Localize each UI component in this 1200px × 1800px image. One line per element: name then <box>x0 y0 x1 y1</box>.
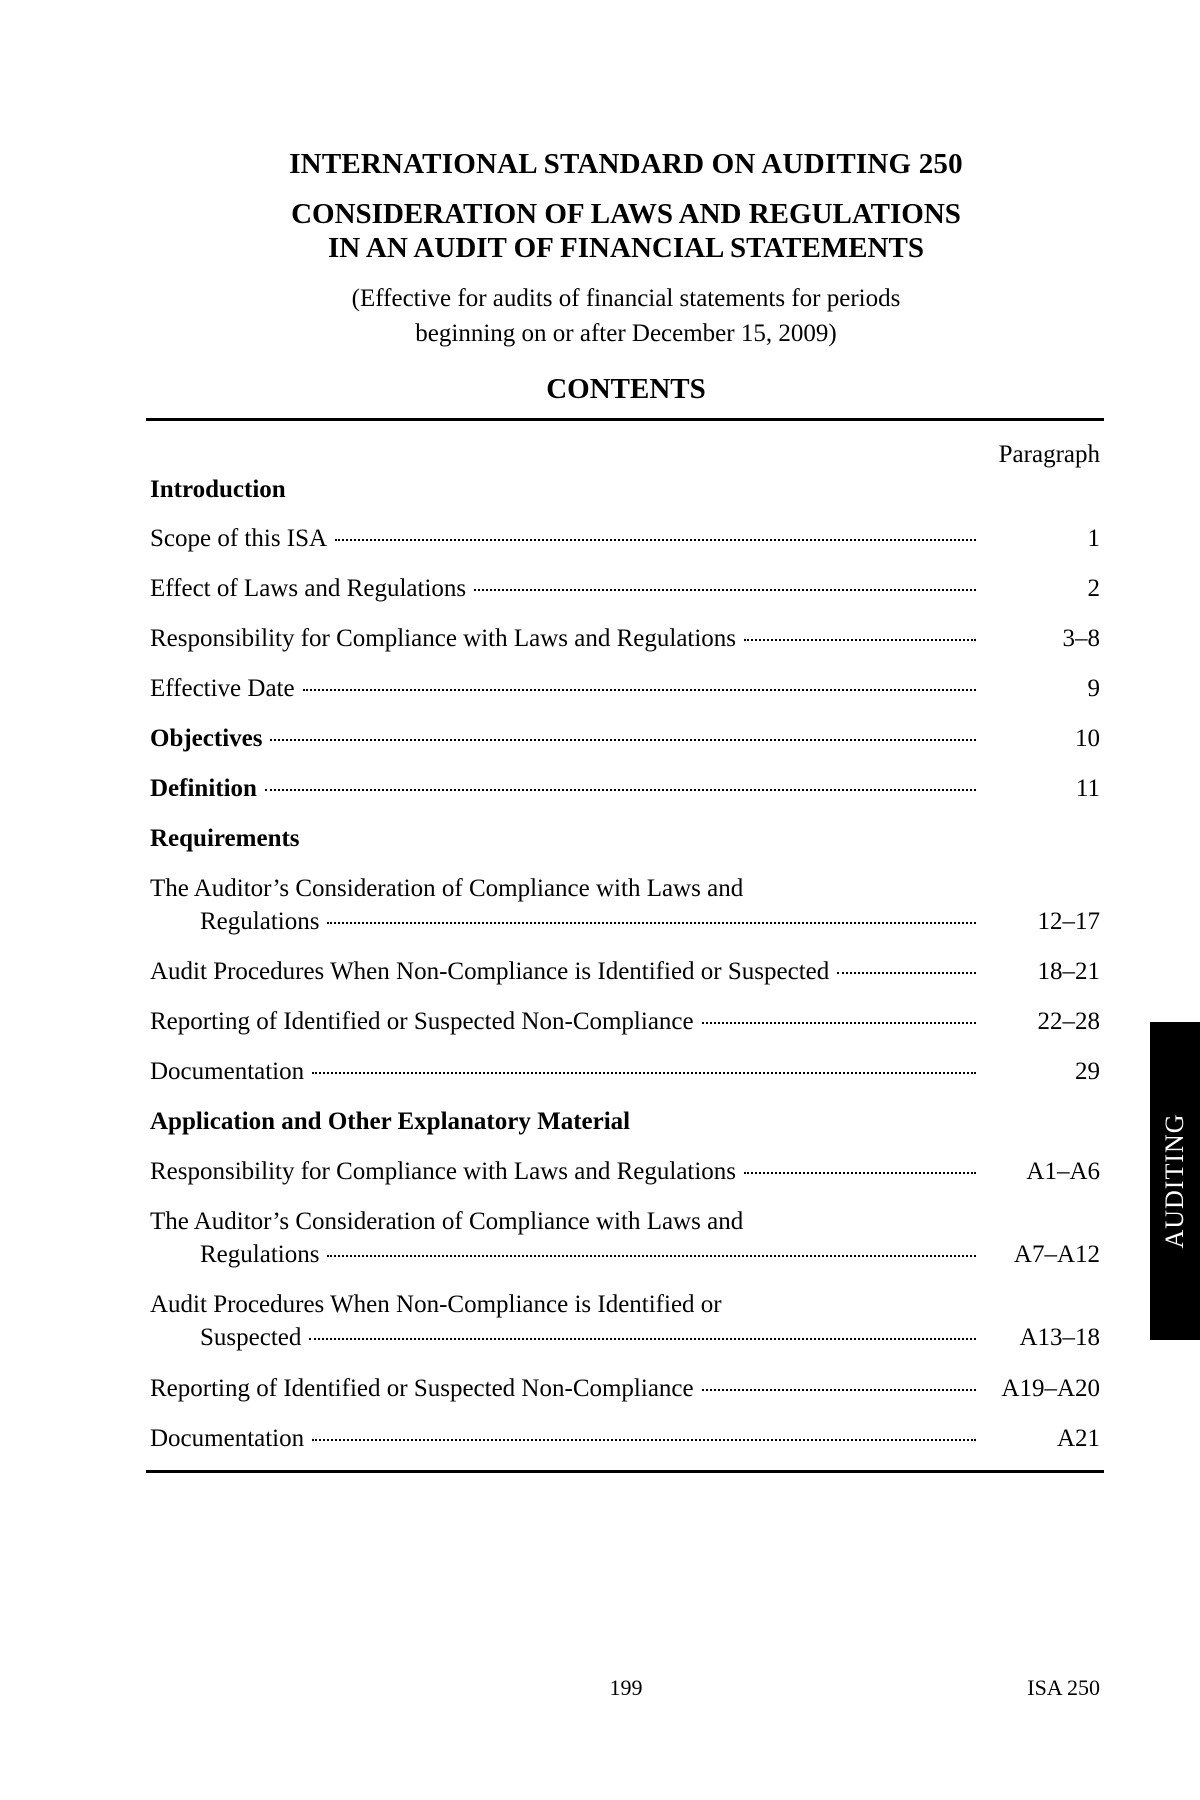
toc-entry-text: Reporting of Identified or Suspected Non-Compliance <box>150 1375 694 1402</box>
toc-entry-effect[interactable] <box>150 572 1100 605</box>
toc-entry-paragraph: 12–17 <box>1037 908 1100 935</box>
toc-entry-text: Responsibility for Compliance with Laws and Regulations <box>150 625 737 652</box>
toc-entry-paragraph: 3–8 <box>1062 625 1100 652</box>
toc-entry-text-continued: Regulations <box>200 1241 320 1268</box>
effective-note-line-2: beginning on or after December 15, 2009) <box>415 320 837 347</box>
toc-entry-paragraph: 9 <box>1087 675 1100 702</box>
leader-dots <box>309 1338 976 1340</box>
toc-entry-objectives[interactable] <box>150 722 1100 755</box>
side-tab-label: AUDITING <box>1160 1113 1189 1249</box>
toc-entry-text-continued: Regulations <box>200 908 320 935</box>
toc-entry-requirements-documentation[interactable] <box>150 1055 1100 1088</box>
leader-dots <box>744 639 976 641</box>
toc-entry-definition[interactable] <box>150 772 1100 805</box>
toc-entry-application-consideration[interactable] <box>150 1205 1100 1271</box>
toc-entry-text: Documentation <box>150 1425 305 1452</box>
standard-title: INTERNATIONAL STANDARD ON AUDITING 250 <box>289 148 963 180</box>
leader-dots <box>303 689 976 691</box>
toc-entry-paragraph: 1 <box>1087 525 1100 552</box>
toc-entry-text: Documentation <box>150 1058 305 1085</box>
leader-dots <box>702 1022 976 1024</box>
leader-dots <box>335 539 976 541</box>
toc-entry-text: Effective Date <box>150 675 295 702</box>
section-heading-application: Application and Other Explanatory Material <box>150 1108 631 1135</box>
toc-entry-scope[interactable] <box>150 522 1100 555</box>
leader-dots <box>270 739 976 741</box>
toc-entry-responsibility[interactable] <box>150 622 1100 655</box>
subtitle-line-1: CONSIDERATION OF LAWS AND REGULATIONS <box>291 198 961 230</box>
leader-dots <box>837 972 976 974</box>
effective-note-line-1: (Effective for audits of financial statements for periods <box>351 285 901 312</box>
page-number: 199 <box>609 1675 643 1700</box>
toc-entry-text: Scope of this ISA <box>150 525 328 552</box>
leader-dots <box>265 789 976 791</box>
toc-entry-text: Effect of Laws and Regulations <box>150 575 467 602</box>
toc-entry-text-continued: Suspected <box>200 1324 302 1351</box>
leader-dots <box>312 1072 976 1074</box>
toc-entry-paragraph: 22–28 <box>1037 1008 1100 1035</box>
toc-entry-text: Audit Procedures When Non-Compliance is Identified or <box>150 1291 722 1318</box>
leader-dots <box>327 922 976 924</box>
toc-entry-paragraph: A1–A6 <box>1026 1158 1100 1185</box>
toc-entry-text: Responsibility for Compliance with Laws and Regulations <box>150 1158 737 1185</box>
section-heading-requirements: Requirements <box>150 825 300 852</box>
toc-entry-text: Reporting of Identified or Suspected Non-Compliance <box>150 1008 694 1035</box>
toc-entry-effective-date[interactable] <box>150 672 1100 705</box>
toc-entry-text: Objectives <box>150 725 263 752</box>
toc-entry-paragraph: A19–A20 <box>1001 1375 1100 1402</box>
paragraph-column-header: Paragraph <box>998 441 1100 468</box>
toc-entry-paragraph: A13–18 <box>1019 1324 1100 1351</box>
leader-dots <box>702 1389 976 1391</box>
toc-entry-application-reporting[interactable] <box>150 1372 1100 1405</box>
leader-dots <box>474 589 976 591</box>
subtitle-line-2: IN AN AUDIT OF FINANCIAL STATEMENTS <box>328 232 924 264</box>
toc-entry-text: Audit Procedures When Non-Compliance is Identified or Suspected <box>150 958 830 985</box>
toc-entry-paragraph: A21 <box>1056 1425 1100 1452</box>
toc-entry-requirements-consideration[interactable] <box>150 872 1100 938</box>
toc-entry-paragraph: A7–A12 <box>1013 1241 1100 1268</box>
toc-entry-paragraph: 2 <box>1087 575 1100 602</box>
contents-title: CONTENTS <box>546 373 706 405</box>
section-heading-introduction: Introduction <box>150 476 286 503</box>
toc-entry-application-documentation[interactable] <box>150 1422 1100 1455</box>
toc-entry-paragraph: 11 <box>1075 775 1100 802</box>
bottom-rule <box>146 1470 1104 1473</box>
table-of-contents <box>150 0 1100 1800</box>
toc-entry-text: The Auditor’s Consideration of Compliance with Laws and <box>150 875 744 902</box>
toc-entry-requirements-reporting[interactable] <box>150 1005 1100 1038</box>
toc-entry-paragraph: 18–21 <box>1037 958 1100 985</box>
toc-entry-paragraph: 29 <box>1075 1058 1100 1085</box>
toc-entry-requirements-procedures[interactable] <box>150 955 1100 988</box>
footer-reference: ISA 250 <box>1027 1675 1100 1700</box>
leader-dots <box>744 1172 976 1174</box>
toc-entry-paragraph: 10 <box>1075 725 1100 752</box>
toc-entry-text: Definition <box>150 775 257 802</box>
toc-entry-application-procedures[interactable] <box>150 1288 1100 1354</box>
toc-entry-application-responsibility[interactable] <box>150 1155 1100 1188</box>
toc-entry-text: The Auditor’s Consideration of Compliance with Laws and <box>150 1208 744 1235</box>
leader-dots <box>312 1439 976 1441</box>
leader-dots <box>327 1255 976 1257</box>
